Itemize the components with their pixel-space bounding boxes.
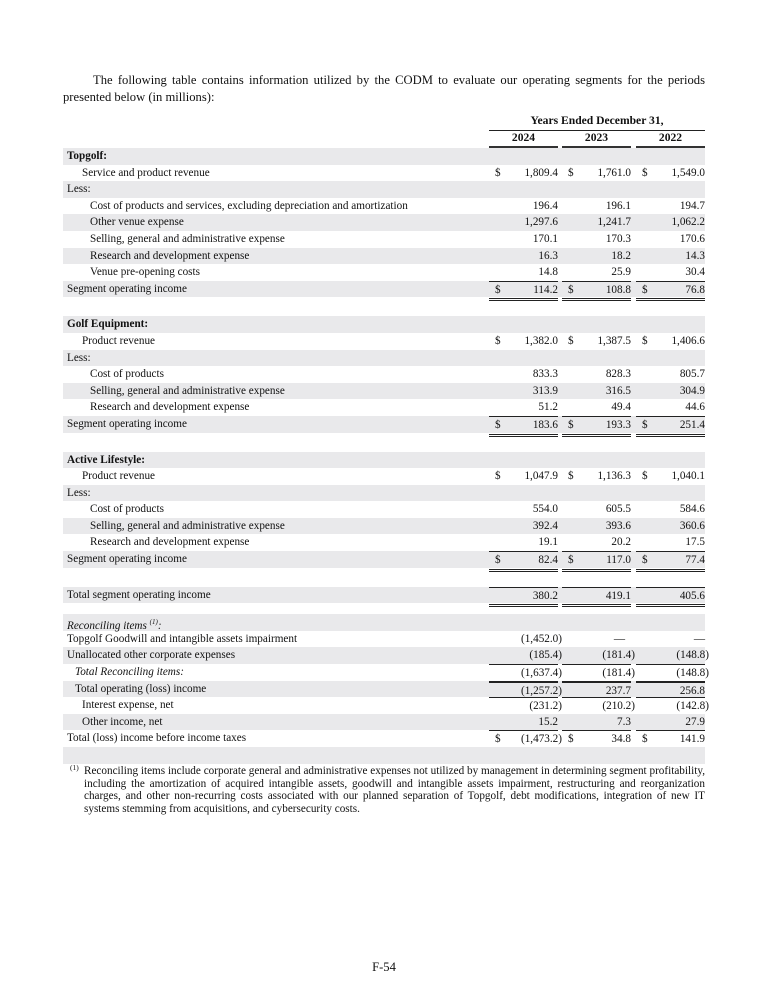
footnote-text: Reconciling items include corporate general and administrative expenses not utilized by management in determining segment profitability, including the amortization of acquired intangible assets, goodwill and intangible assets impairment, restructuring and reorganization charges, and other non-recurring costs associated with our planned separation of Topgolf, debt modifications, integration of new IT systems stemming from acquisitions, and cybersecurity costs. xyxy=(84,765,705,815)
cell-2022: 805.7 xyxy=(679,368,705,381)
table-row xyxy=(63,333,705,350)
header-span-row xyxy=(63,112,705,130)
row-label: Other venue expense xyxy=(90,216,184,229)
year-2023-header: 2023 xyxy=(562,130,631,148)
cell-2022: 77.4 xyxy=(685,554,705,567)
table-row-subtotal xyxy=(63,681,705,698)
table-row xyxy=(63,485,705,502)
intro-paragraph xyxy=(63,72,705,106)
currency-symbol: $ xyxy=(642,283,648,296)
spacer-row xyxy=(63,747,705,764)
cell-2022: 1,549.0 xyxy=(671,166,705,179)
cell-2022: 405.6 xyxy=(679,589,705,602)
cell-2022: 584.6 xyxy=(679,503,705,516)
table-row xyxy=(63,198,705,215)
currency-symbol: $ xyxy=(495,470,501,483)
spacer-row xyxy=(63,297,705,316)
cell-2022: 27.9 xyxy=(685,715,705,728)
cell-2024: (1,473.2) xyxy=(520,733,562,746)
section-label: Golf Equipment: xyxy=(67,318,149,331)
cell-2022: 76.8 xyxy=(685,283,705,296)
cell-2024: 1,382.0 xyxy=(524,334,558,347)
row-label: Segment operating income xyxy=(67,417,187,430)
table-row xyxy=(63,181,705,198)
currency-symbol: $ xyxy=(568,166,574,179)
cell-2024: 19.1 xyxy=(538,536,558,549)
row-label: Research and development expense xyxy=(90,401,250,414)
cell-2023: 25.9 xyxy=(611,266,631,279)
table-row-subtotal xyxy=(63,416,705,433)
table-row xyxy=(63,647,709,664)
cell-2022: 360.6 xyxy=(679,519,705,532)
cell-2023: 1,241.7 xyxy=(597,216,631,229)
currency-symbol: $ xyxy=(568,554,574,567)
cell-2024: (185.4) xyxy=(529,649,562,662)
row-label: Interest expense, net xyxy=(82,699,174,712)
cell-2024: 1,297.6 xyxy=(524,216,558,229)
cell-2022: (142.8) xyxy=(676,700,709,713)
currency-symbol: $ xyxy=(495,733,501,746)
row-label: Cost of products and services, excluding depreciation and amortization xyxy=(90,199,408,212)
currency-symbol: $ xyxy=(642,554,648,567)
cell-2024: (1,257.2) xyxy=(520,684,562,697)
cell-2024: 183.6 xyxy=(532,418,558,431)
currency-symbol: $ xyxy=(568,733,574,746)
row-label: Total Reconciling items: xyxy=(75,666,184,679)
table-row xyxy=(63,231,705,248)
cell-2024: 14.8 xyxy=(538,266,558,279)
cell-2024: (1,452.0) xyxy=(520,632,562,645)
footnote-ref: (1) xyxy=(149,618,158,627)
cell-2024: 170.1 xyxy=(532,232,558,245)
table-row xyxy=(63,468,705,485)
row-label: Segment operating income xyxy=(67,282,187,295)
cell-2023: 170.3 xyxy=(605,232,631,245)
row-label: Product revenue xyxy=(82,334,156,347)
row-label: Total operating (loss) income xyxy=(75,682,207,695)
row-label: Segment operating income xyxy=(67,553,187,566)
table-row-subtotal xyxy=(63,664,709,681)
row-label: Selling, general and administrative expense xyxy=(90,519,285,532)
currency-symbol: $ xyxy=(568,283,574,296)
cell-2022: 251.4 xyxy=(679,418,705,431)
table-row xyxy=(63,264,705,281)
spacer-row xyxy=(63,433,705,452)
section-title-active-lifestyle xyxy=(63,452,705,469)
section-title-golf-equipment xyxy=(63,316,705,333)
section-title-topgolf xyxy=(63,148,705,165)
table-row-subtotal xyxy=(63,281,705,298)
cell-2023: 196.1 xyxy=(605,199,631,212)
cell-2024: 51.2 xyxy=(538,401,558,414)
segment-table xyxy=(63,112,709,764)
row-label: Less: xyxy=(67,486,91,499)
row-label: Less: xyxy=(67,351,91,364)
table-row xyxy=(63,631,705,648)
currency-symbol: $ xyxy=(568,418,574,431)
year-2024-header: 2024 xyxy=(489,130,558,148)
cell-2022: (148.8) xyxy=(676,667,709,680)
currency-symbol: $ xyxy=(495,334,501,347)
table-row-total-segment xyxy=(63,587,705,604)
cell-2024: (231.2) xyxy=(529,700,562,713)
section-label: Reconciling items $^{(1)}$: xyxy=(67,618,162,633)
row-label: Product revenue xyxy=(82,470,156,483)
section-label: Active Lifestyle: xyxy=(67,453,145,466)
spacer-row xyxy=(63,568,705,587)
cell-2022: 1,406.6 xyxy=(671,334,705,347)
cell-2023: 237.7 xyxy=(605,684,631,697)
table-row xyxy=(63,518,705,535)
cell-2022: 304.9 xyxy=(679,384,705,397)
cell-2022: 1,040.1 xyxy=(671,470,705,483)
cell-2022: — xyxy=(693,632,705,645)
row-label: Topgolf Goodwill and intangible assets impairment xyxy=(67,632,298,645)
section-label: Topgolf: xyxy=(67,150,107,162)
cell-2024: 1,047.9 xyxy=(524,470,558,483)
cell-2022: 1,062.2 xyxy=(671,216,705,229)
cell-2022: 170.6 xyxy=(679,232,705,245)
cell-2024: 380.2 xyxy=(532,589,558,602)
cell-2023: (210.2) xyxy=(602,700,635,713)
cell-2022: 44.6 xyxy=(685,401,705,414)
cell-2023: 108.8 xyxy=(605,283,631,296)
cell-2023: 20.2 xyxy=(611,536,631,549)
currency-symbol: $ xyxy=(568,334,574,347)
table-row xyxy=(63,383,705,400)
cell-2023: 49.4 xyxy=(611,401,631,414)
cell-2024: 196.4 xyxy=(532,199,558,212)
cell-2023: 1,136.3 xyxy=(597,470,631,483)
row-label: Service and product revenue xyxy=(82,166,210,179)
row-label: Other income, net xyxy=(82,715,163,728)
currency-symbol: $ xyxy=(568,470,574,483)
table-row xyxy=(63,697,709,714)
row-label: Total segment operating income xyxy=(67,588,211,601)
currency-symbol: $ xyxy=(495,283,501,296)
currency-symbol: $ xyxy=(642,470,648,483)
table-row xyxy=(63,165,705,182)
cell-2023: 7.3 xyxy=(617,715,631,728)
spacer-row xyxy=(63,603,705,614)
table-row xyxy=(63,366,705,383)
cell-2023: 605.5 xyxy=(605,503,631,516)
cell-2023: 193.3 xyxy=(605,418,631,431)
cell-2023: 18.2 xyxy=(611,249,631,262)
cell-2022: 14.3 xyxy=(685,249,705,262)
table-row-subtotal xyxy=(63,551,705,568)
footnote xyxy=(70,765,705,815)
cell-2024: 313.9 xyxy=(532,384,558,397)
cell-2023: 117.0 xyxy=(606,554,631,567)
row-label: Selling, general and administrative expense xyxy=(90,384,285,397)
currency-symbol: $ xyxy=(642,334,648,347)
row-label: Cost of products xyxy=(90,503,164,516)
currency-symbol: $ xyxy=(642,166,648,179)
currency-symbol: $ xyxy=(642,733,648,746)
cell-2024: 16.3 xyxy=(538,249,558,262)
cell-2024: 82.4 xyxy=(538,554,558,567)
cell-2023: 1,387.5 xyxy=(597,334,631,347)
section-title-reconciling xyxy=(63,614,705,631)
cell-2023: 1,761.0 xyxy=(597,166,631,179)
cell-2023: 34.8 xyxy=(611,733,631,746)
row-label: Less: xyxy=(67,183,91,196)
footnote-mark: (1) xyxy=(70,763,79,772)
cell-2022: 30.4 xyxy=(685,266,705,279)
cell-2024: 1,809.4 xyxy=(524,166,558,179)
cell-2023: 419.1 xyxy=(605,589,631,602)
table-row xyxy=(63,714,705,731)
cell-2022: 141.9 xyxy=(679,733,705,746)
cell-2022: 17.5 xyxy=(685,536,705,549)
cell-2022: 194.7 xyxy=(679,199,705,212)
row-label: Research and development expense xyxy=(90,536,250,549)
years-ended-header: Years Ended December 31, xyxy=(489,112,705,131)
row-label: Total (loss) income before income taxes xyxy=(67,732,247,745)
cell-2024: 114.2 xyxy=(533,283,558,296)
row-label: Venue pre-opening costs xyxy=(90,266,200,279)
cell-2023: (181.4) xyxy=(602,649,635,662)
table-row xyxy=(63,214,705,231)
table-row xyxy=(63,248,705,265)
cell-2024: 392.4 xyxy=(532,519,558,532)
cell-2024: 15.2 xyxy=(538,715,558,728)
cell-2022: (148.8) xyxy=(676,649,709,662)
table-row xyxy=(63,399,705,416)
cell-2024: 554.0 xyxy=(532,503,558,516)
row-label: Unallocated other corporate expenses xyxy=(67,649,236,662)
cell-2023: (181.4) xyxy=(602,667,635,680)
currency-symbol: $ xyxy=(642,418,648,431)
table-row-total xyxy=(63,730,705,747)
cell-2023: 393.6 xyxy=(605,519,631,532)
row-label: Selling, general and administrative expense xyxy=(90,232,285,245)
header-years-row xyxy=(63,130,705,148)
table-row xyxy=(63,534,705,551)
cell-2024: 833.3 xyxy=(532,368,558,381)
row-label: Research and development expense xyxy=(90,249,250,262)
cell-2024: (1,637.4) xyxy=(520,667,562,680)
currency-symbol: $ xyxy=(495,166,501,179)
currency-symbol: $ xyxy=(495,418,501,431)
cell-2022: 256.8 xyxy=(679,684,705,697)
row-label: Cost of products xyxy=(90,368,164,381)
page-number: F-54 xyxy=(372,960,396,974)
cell-2023: 828.3 xyxy=(605,368,631,381)
currency-symbol: $ xyxy=(495,554,501,567)
table-row xyxy=(63,350,705,367)
cell-2023: 316.5 xyxy=(605,384,631,397)
table-row xyxy=(63,501,705,518)
cell-2023: — xyxy=(613,632,625,645)
intro-text: The following table contains information utilized by the CODM to evaluate our operating segments for the periods presented below (in millions): xyxy=(63,73,705,104)
year-2022-header: 2022 xyxy=(636,130,705,148)
